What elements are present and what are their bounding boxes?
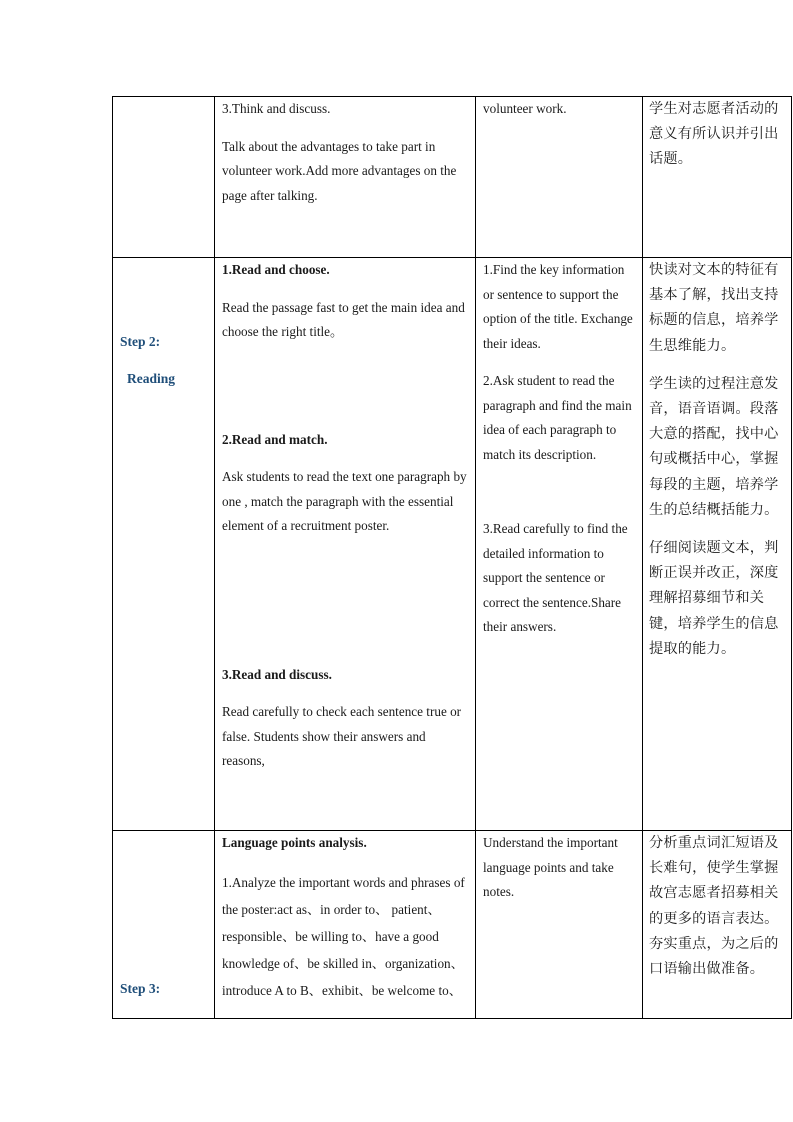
table-row <box>113 831 792 1019</box>
activity-text: 1.Analyze the important words and phrases of the poster:act as、in order to、 patient、responsible、be willing to、have a good knowledge of、be skilled in、organization、introduce A to B、exhibit、be welcome to、 <box>222 874 465 998</box>
teacher-text: volunteer work. <box>483 101 567 116</box>
lesson-plan-table <box>112 96 792 1019</box>
table-row <box>113 97 792 258</box>
activity-heading: 1.Read and choose. <box>222 262 330 277</box>
step-label: Step 3: <box>120 981 161 996</box>
activity-heading: Language points analysis. <box>222 835 367 850</box>
step-label: Step 2: <box>120 334 161 349</box>
step-cell <box>113 831 215 1019</box>
teacher-text: 1.Find the key information or sentence to support the option of the title. Exchange their ideas. <box>483 262 633 351</box>
teacher-text: Understand the important language points and take notes. <box>483 835 618 899</box>
teacher-text: 3.Read carefully to find the detailed information to support the sentence or correct the sentence.Share their answers. <box>483 521 628 634</box>
purpose-text: 学生读的过程注意发音，语音语调。段落大意的搭配，找中心句或概括中心，掌握每段的主题，培养学生的总结概括能力。 <box>649 375 779 518</box>
purpose-text: 仔细阅读题文本，判断正误并改正，深度理解招募细节和关键，培养学生的信息提取的能力。 <box>649 540 779 657</box>
teacher-cell <box>476 831 643 1019</box>
teacher-text: 2.Ask student to read the paragraph and find the main idea of each paragraph to match its description. <box>483 373 632 462</box>
teacher-cell <box>476 258 643 831</box>
activity-heading: 3.Read and discuss. <box>222 666 332 682</box>
activity-heading: 3.Think and discuss. <box>222 101 331 116</box>
teacher-cell <box>476 97 643 258</box>
activity-text: Ask students to read the text one paragraph by one , match the paragraph with the essential element of a recruitment poster. <box>222 469 467 533</box>
purpose-text: 学生对志愿者活动的意义有所认识并引出话题。 <box>649 101 779 168</box>
purpose-cell <box>643 831 792 1019</box>
step-sublabel: Reading <box>127 370 176 386</box>
activity-text: Read carefully to check each sentence true or false. Students show their answers and reasons, <box>222 704 462 768</box>
purpose-text: 分析重点词汇短语及长难句，使学生掌握故宫志愿者招募相关的更多的语言表达。夯实重点，为之后的口语输出做准备。 <box>649 835 779 978</box>
activity-heading: 2.Read and match. <box>222 431 328 447</box>
purpose-text: 快读对文本的特征有基本了解，找出支持标题的信息，培养学生思维能力。 <box>649 262 779 354</box>
purpose-cell <box>643 97 792 258</box>
step-cell <box>113 97 215 258</box>
activity-text: Talk about the advantages to take part in volunteer work.Add more advantages on the page after talking. <box>222 138 457 203</box>
activity-cell <box>215 258 476 831</box>
step-cell <box>113 258 215 831</box>
table-row <box>113 258 792 831</box>
activity-cell <box>215 97 476 258</box>
purpose-cell <box>643 258 792 831</box>
activity-text: Read the passage fast to get the main idea and choose the right title。 <box>222 299 465 339</box>
activity-cell <box>215 831 476 1019</box>
